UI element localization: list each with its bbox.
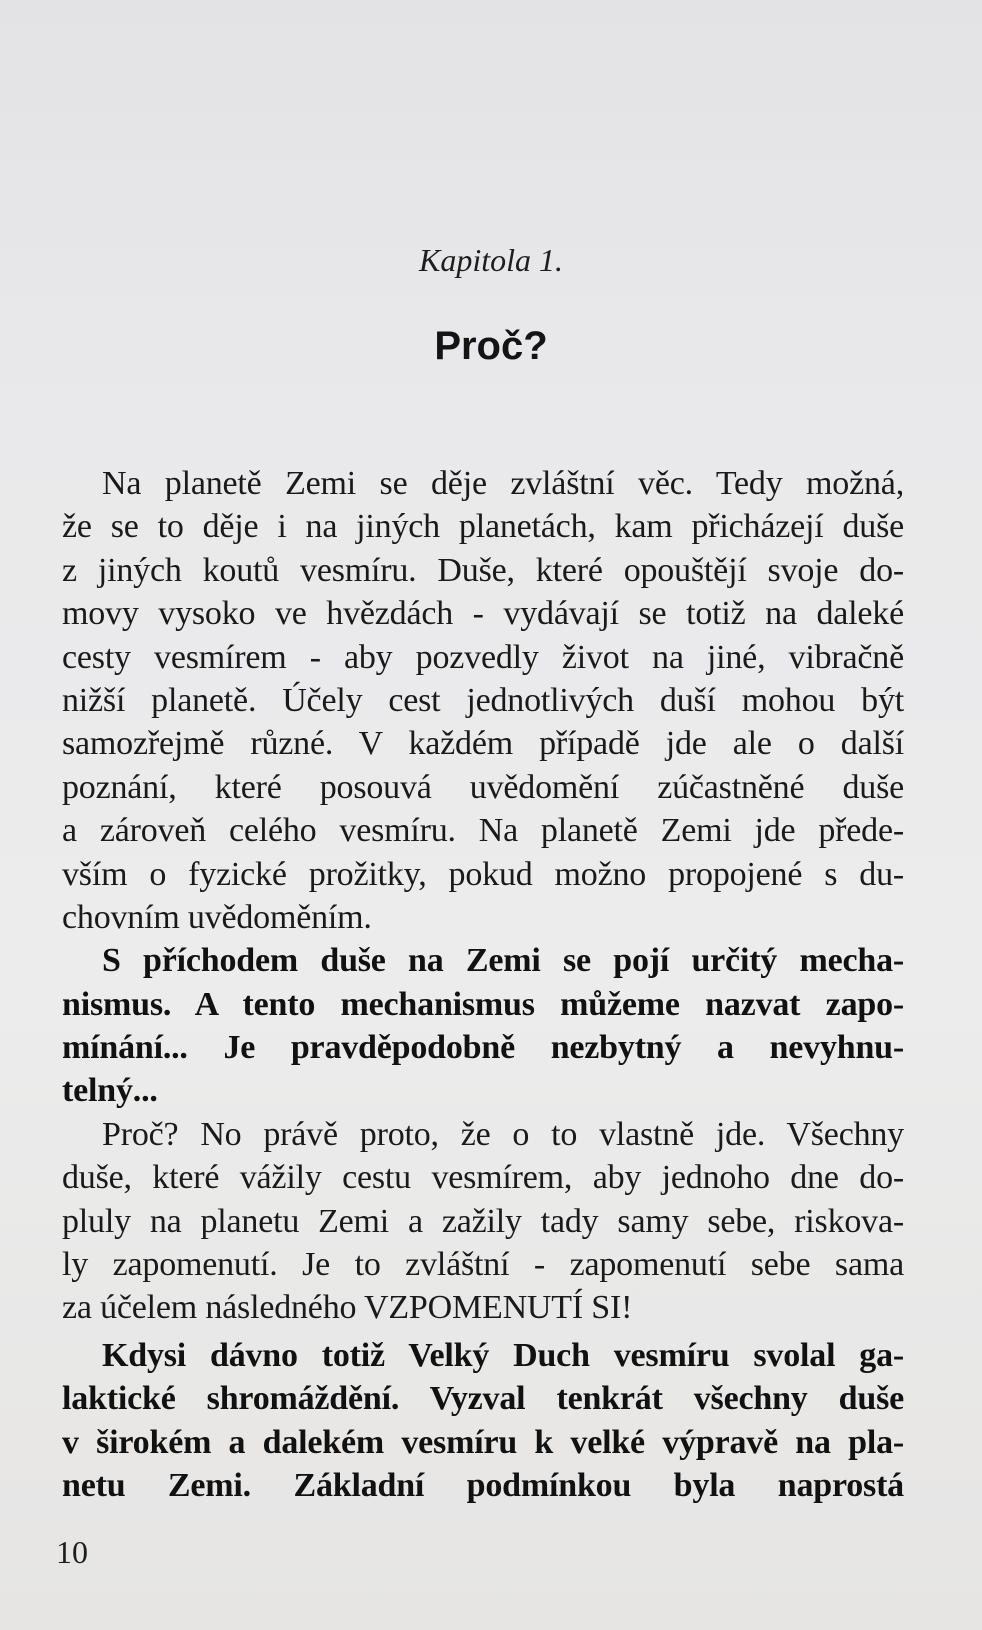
text-line: Na planetě Zemi se děje zvláštní věc. Tedy možná, (102, 465, 904, 502)
chapter-label: Kapitola 1. (418, 242, 563, 278)
text-line: S příchodem duše na Zemi se pojí určitý mecha- (102, 942, 904, 980)
text-line: cesty vesmírem - aby pozvedly život na jiné, vibračně (62, 638, 904, 676)
paragraph-4 (62, 1334, 904, 1508)
text-line: Proč? No právě proto, že o to vlastně jde. Všechny (102, 1115, 904, 1153)
text-line: pluly na planetu Zemi a zažily tady samy sebe, riskova- (62, 1202, 904, 1240)
text-line: duše, které vážily cestu vesmírem, aby jednoho dne do- (62, 1159, 904, 1197)
text-line: movy vysoko ve hvězdách - vydávají se totiž na daleké (62, 595, 904, 633)
body-text (62, 462, 904, 1507)
text-line: v širokém a dalekém vesmíru k velké výpravě na pla- (62, 1423, 904, 1461)
text-line: že se to děje i na jiných planetách, kam přicházejí duše (62, 508, 904, 546)
chapter-title: Proč? (434, 324, 548, 368)
text-line: mínání... Je pravděpodobně nezbytný a nevyhnu- (62, 1029, 904, 1067)
text-line: poznání, které posouvá uvědomění zúčastněné duše (62, 768, 904, 806)
text-line: samozřejmě různé. V každém případě jde ale o další (62, 725, 904, 763)
text-line: nižší planetě. Účely cest jednotlivých duší mohou být (62, 681, 904, 719)
text-line: laktické shromáždění. Vyzval tenkrát všechny duše (62, 1380, 904, 1418)
text-line: ly zapomenutí. Je to zvláštní - zapomenutí sebe sama (62, 1246, 904, 1284)
text-line: netu Zemi. Základní podmínkou byla naprostá (62, 1466, 904, 1504)
text-line: za účelem následného VZPOMENUTÍ SI! (62, 1289, 633, 1327)
page-number: 10 (56, 1534, 88, 1570)
text-line: chovním uvědoměním. (62, 898, 372, 936)
text-line: nismus. A tento mechanismus můžeme nazvat zapo- (62, 985, 904, 1023)
paragraph-1 (62, 462, 904, 939)
text-line: z jiných koutů vesmíru. Duše, které opouštějí svoje do- (62, 551, 904, 589)
text-line: vším o fyzické prožitky, pokud možno propojené s du- (62, 855, 904, 893)
text-line: Kdysi dávno totiž Velký Duch vesmíru svolal ga- (102, 1336, 904, 1374)
text-line: a zároveň celého vesmíru. Na planetě Zemi jde přede- (62, 812, 904, 850)
paragraph-2 (62, 939, 904, 1113)
paragraph-3 (62, 1113, 904, 1330)
text-line: telný... (62, 1072, 158, 1110)
